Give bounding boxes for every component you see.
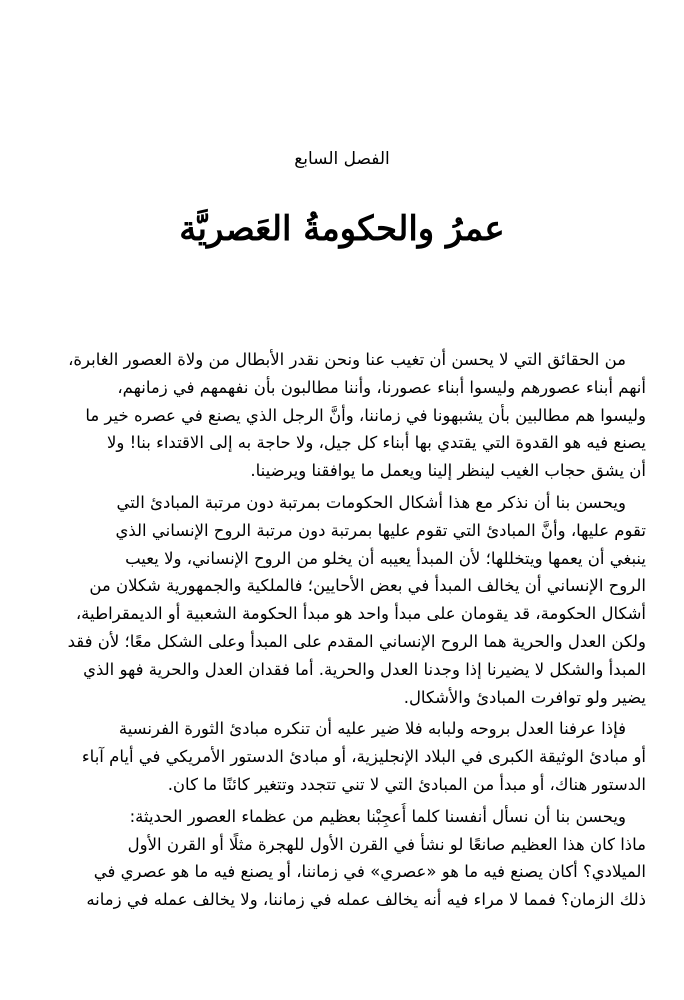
text-line: يضير ولو توافرت المبادئ والأشكال. xyxy=(403,687,646,707)
text-line: فإذا عرفنا العدل بروحه ولبابه فلا ضير عليه أن تنكره مبادئ الثورة الفرنسية xyxy=(118,719,626,739)
chapter-number: الفصل السابع xyxy=(294,149,390,169)
text-line: ماذا كان هذا العظيم صانعًا لو نشأ في القرن الأول للهجرة مثلًا أو القرن الأول xyxy=(127,834,646,854)
text-line: ذلك الزمان؟ فمما لا مراء فيه أنه يخالف عمله في زماننا، ولا يخالف عمله في زمانه xyxy=(86,890,646,910)
text-line: أن يشق حجاب الغيب لينظر إلينا ويعمل ما يوافقنا ويرضينا. xyxy=(250,461,646,481)
paragraph-4 xyxy=(40,803,646,914)
text-line: ينبغي أن يعمها ويتخللها؛ لأن المبدأ يعيبه أن يخلو من الروح الإنساني، ولا يعيب xyxy=(125,548,646,568)
text-line: من الحقائق التي لا يحسن أن تغيب عنا ونحن نقدر الأبطال من ولاة العصور الغابرة، xyxy=(68,350,626,369)
text-line: الروح الإنساني أن يخالف المبدأ في بعض الأحايين؛ فالملكية والجمهورية شكلان من xyxy=(89,576,646,596)
text-line: تقوم عليها، وأنَّ المبادئ التي تقوم عليها بمرتبة دون مرتبة الروح الإنساني الذي xyxy=(115,520,646,540)
text-line: الدستور هناك، أو مبدأ من المبادئ التي لا تني تتجدد وتتغير كائنًا ما كان. xyxy=(167,774,646,794)
text-line: وليسوا هم مطالبين بأن يشبهونا في زماننا، وأنَّ الرجل الذي يصنع في عصره خير ما xyxy=(85,405,646,425)
text-line: أو مبادئ الوثيقة الكبرى في البلاد الإنجليزية، أو مبادئ الدستور الأمريكي في أيام آباء xyxy=(81,747,646,767)
paragraph-3 xyxy=(40,715,646,798)
text-line: ويحسن بنا أن نسأل أنفسنا كلما أُعجِبْنا بعظيم من عظماء العصور الحديثة: xyxy=(129,806,626,826)
text-line: المبدأ والشكل لا يضيرنا إذا وجدنا العدل والحرية. أما فقدان العدل والحرية فهو الذي xyxy=(83,659,646,679)
paragraph-1 xyxy=(40,346,646,485)
chapter-body xyxy=(40,346,646,914)
text-line: الميلادي؟ أكان يصنع فيه ما هو «عصري» في زماننا، أو يصنع فيه ما هو عصري في xyxy=(93,862,646,882)
text-line: يصنع فيه هو القدوة التي يقتدي بها أبناء كل جيل، ولا حاجة به إلى الاقتداء بنا! ولا xyxy=(106,433,646,453)
paragraph-2 xyxy=(40,489,646,711)
text-line: أشكال الحكومة، قد يقومان على مبدأ واحد هو مبدأ الحكومة الشعبية أو الديمقراطية، xyxy=(75,604,646,624)
text-line: أنهم أبناء عصورهم وليسوا أبناء عصورنا، وأننا مطالبون بأن نفهمهم في زمانهم، xyxy=(117,377,646,397)
chapter-title: عمرُ والحكومةُ العَصريَّة xyxy=(179,209,505,249)
text-line: ويحسن بنا أن نذكر مع هذا أشكال الحكومات بمرتبة دون مرتبة المبادئ التي xyxy=(116,492,626,512)
text-line: ولكن العدل والحرية هما الروح الإنساني المقدم على المبدأ وعلى الشكل معًا؛ لأن فقد xyxy=(67,631,646,651)
